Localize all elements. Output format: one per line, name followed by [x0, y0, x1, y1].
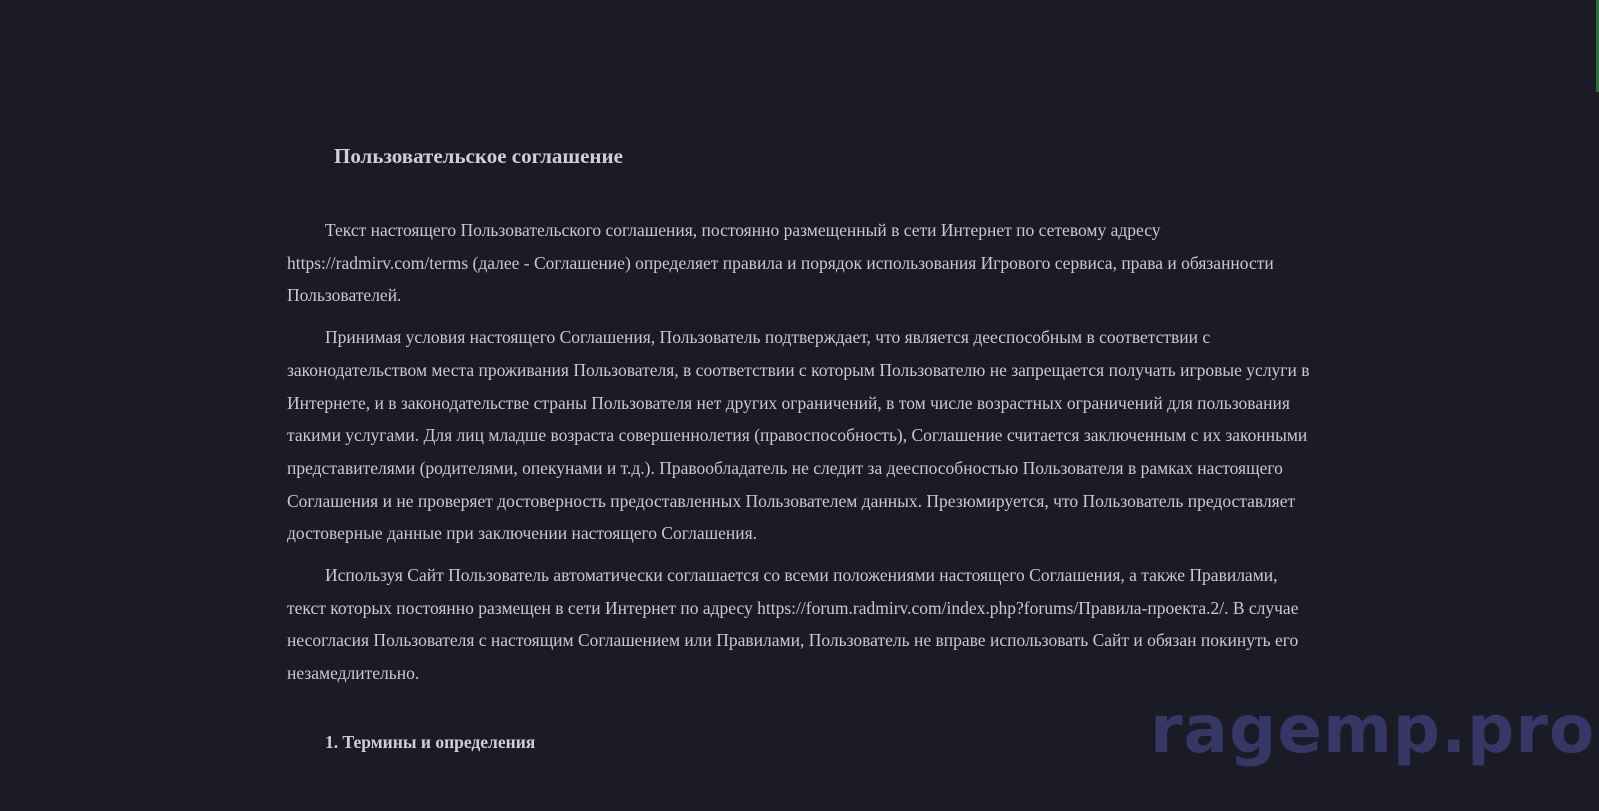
paragraph-acceptance: Используя Сайт Пользователь автоматически соглашается со всеми положениями настоящего Соглашения, а также Правилами, текст которых постоянно размещен в сети Интернет по адресу https://forum.radmirv.com/index.php?forums/Правила-проекта.2/. В случае несогласия Пользователя с настоящим Соглашением или Правилами, Пользователь не вправе использовать Сайт и обязан покинуть его незамедлительно.	[287, 565, 1299, 684]
paragraph-intro: Текст настоящего Пользовательского соглашения, постоянно размещенный в сети Интернет по сетевому адресу https://radmirv.com/terms (далее - Соглашение) определяет правила и порядок использования Игрового сервиса, права и обязанности Пользователей.	[287, 220, 1274, 306]
section-heading-terms: 1. Термины и определения	[325, 731, 536, 752]
page-title: Пользовательское соглашение	[334, 144, 623, 168]
paragraph-capacity: Принимая условия настоящего Соглашения, Пользователь подтверждает, что является дееспособным в соответствии с законодательством места проживания Пользователя, в соответствии с которым Пользователю не запрещается получать игровые услуги в Интернете, и в законодательстве страны Пользователя нет других ограничений, в том числе возрастных ограничений для пользования такими услугами. Для лиц младше возраста совершеннолетия (правоспособность), Соглашение считается заключенным с их законными представителями (родителями, опекунами и т.д.). Правообладатель не следит за дееспособностью Пользователя в рамках настоящего Соглашения и не проверяет достоверность предоставленных Пользователем данных. Презюмируется, что Пользователь предоставляет достоверные данные при заключении настоящего Соглашения.	[287, 327, 1310, 544]
watermark-logo: ragemp.pro	[1150, 691, 1596, 768]
document-body	[287, 140, 1317, 758]
